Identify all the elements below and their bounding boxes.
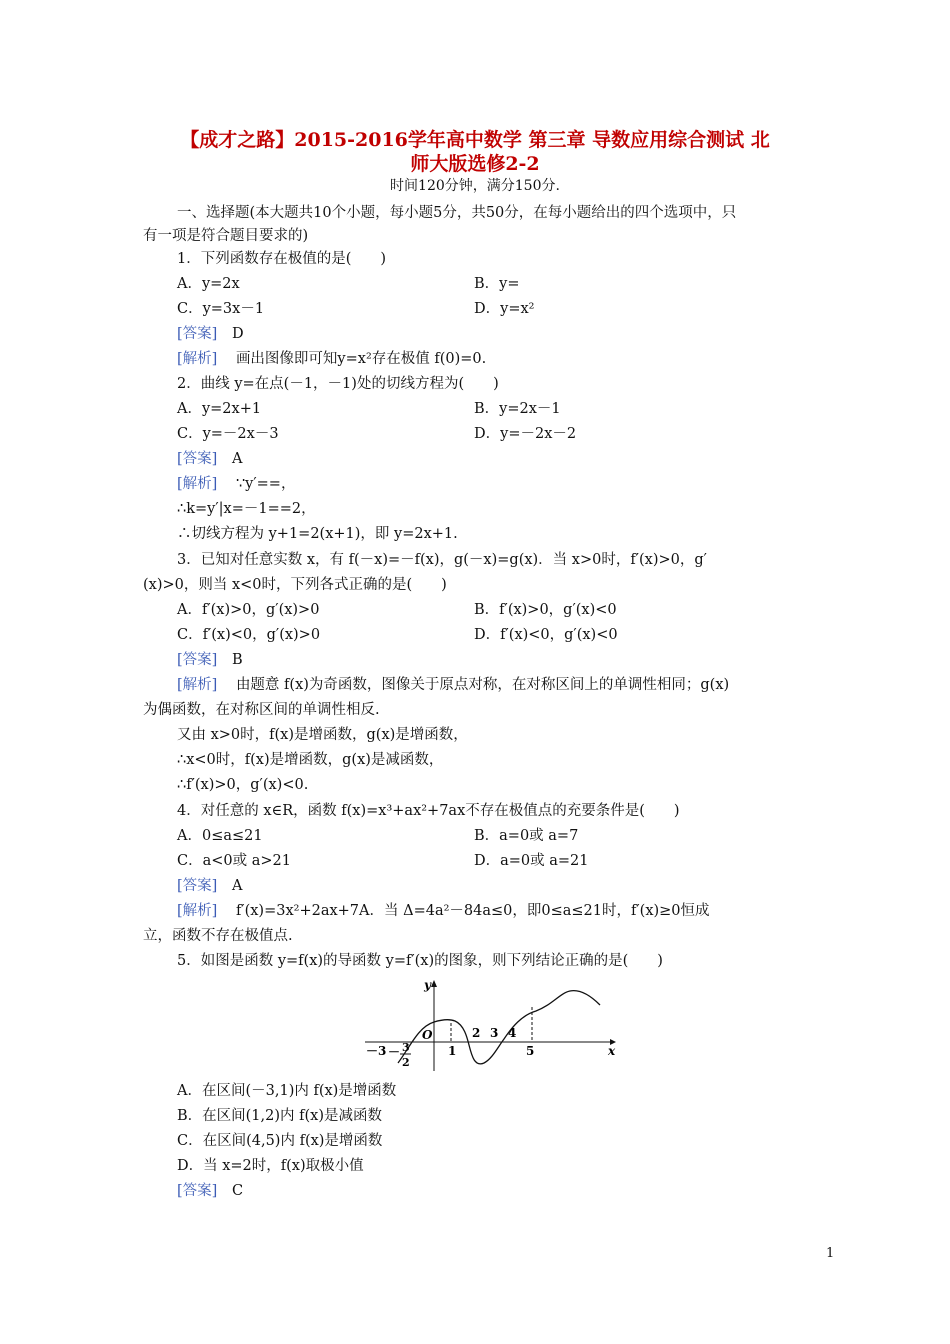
analysis-text: ∵y′==，	[235, 476, 296, 492]
q2-analysis-row	[177, 475, 295, 493]
analysis-text: f′(x)=3x²+2ax+7A．当 Δ=4a²－84a≤0，即0≤a≤21时，f′(x)≥0恒成	[235, 903, 710, 919]
q2-solution-line2: ∴切线方程为 y+1=2(x+1)，即 y=2x+1.	[177, 526, 458, 542]
answer-tag: [答案]	[177, 326, 218, 342]
q2-option-b: B．y=2x－1	[474, 401, 561, 417]
section-intro-line2: 有一项是符合题目要求的)	[143, 228, 309, 244]
title-line-2: 师大版选修2-2	[410, 153, 540, 175]
tick-label-frac-den: 2	[402, 1056, 410, 1069]
answer-tag: [答案]	[177, 451, 218, 467]
q4-stem: 4．对任意的 x∈R，函数 f(x)=x³+ax²+7ax不存在极值点的充要条件是( )	[177, 803, 680, 819]
tick-label-neg3: －3	[366, 1044, 387, 1058]
page-number: 1	[826, 1246, 835, 1261]
answer-value: D	[231, 326, 244, 342]
q1-option-b: B．y=	[474, 276, 520, 292]
q4-analysis-line2: 立，函数不存在极值点.	[143, 928, 293, 944]
answer-value: A	[231, 451, 243, 467]
y-axis-arrow	[431, 980, 437, 987]
section-intro-line1: 一、选择题(本大题共10个小题，每小题5分，共50分，在每小题给出的四个选项中，只	[177, 205, 737, 221]
exam-subtitle: 时间120分钟，满分150分.	[390, 178, 560, 194]
answer-value: A	[231, 878, 243, 894]
q1-option-d: D．y=x²	[474, 301, 535, 317]
analysis-text: 画出图像即可知y=x²存在极值 f(0)=0.	[235, 351, 487, 367]
analysis-tag: [解析]	[177, 677, 218, 693]
q3-analysis-line2: 为偶函数，在对称区间的单调性相反.	[143, 702, 380, 718]
answer-tag: [答案]	[177, 652, 218, 668]
q4-option-c: C．a<0或 a>21	[177, 853, 291, 869]
q2-option-a: A．y=2x+1	[177, 401, 262, 417]
q1-option-a: A．y=2x	[177, 276, 240, 292]
tick-label-3: 3	[490, 1026, 499, 1040]
q3-option-c: C．f′(x)<0，g′(x)>0	[177, 627, 321, 643]
q5-option-b: B．在区间(1,2)内 f(x)是减函数	[177, 1108, 382, 1124]
q1-answer-row	[177, 325, 244, 343]
q4-answer-row	[177, 877, 242, 895]
q3-solution-line5: ∴f′(x)>0，g′(x)<0.	[177, 777, 309, 793]
answer-tag: [答案]	[177, 1183, 218, 1199]
tick-label-frac-num: 3	[402, 1041, 410, 1054]
q3-answer-row	[177, 651, 243, 669]
q1-stem: 1．下列函数存在极值的是( )	[177, 251, 387, 267]
answer-value: C	[231, 1183, 244, 1199]
q4-analysis-row	[177, 902, 710, 920]
q3-option-b: B．f′(x)>0，g′(x)<0	[474, 602, 617, 618]
q4-option-b: B．a=0或 a=7	[474, 828, 579, 844]
q1-option-c: C．y=3x－1	[177, 301, 265, 317]
q3-option-d: D．f′(x)<0，g′(x)<0	[474, 627, 618, 643]
q3-analysis-row	[177, 676, 729, 694]
q4-option-a: A．0≤a≤21	[177, 828, 263, 844]
tick-label-1: 1	[448, 1044, 457, 1058]
origin-label: O	[422, 1028, 433, 1042]
q3-solution-line3: 又由 x>0时，f(x)是增函数，g(x)是增函数，	[177, 727, 468, 743]
q3-solution-line4: ∴x<0时，f(x)是增函数，g(x)是减函数，	[177, 752, 444, 768]
q3-option-a: A．f′(x)>0，g′(x)>0	[177, 602, 320, 618]
answer-value: B	[231, 652, 243, 668]
q2-option-d: D．y=－2x－2	[474, 426, 577, 442]
document-title	[140, 128, 810, 176]
answer-tag: [答案]	[177, 878, 218, 894]
q5-option-d: D．当 x=2时，f(x)取极小值	[177, 1158, 364, 1174]
q5-answer-row	[177, 1182, 243, 1200]
q4-option-d: D．a=0或 a=21	[474, 853, 589, 869]
q5-stem: 5．如图是函数 y=f(x)的导函数 y=f′(x)的图象，则下列结论正确的是( )	[177, 953, 663, 969]
q2-answer-row	[177, 450, 242, 468]
q2-stem: 2．曲线 y=在点(－1，－1)处的切线方程为( )	[177, 376, 499, 392]
title-line-1: 【成才之路】2015-2016学年高中数学 第三章 导数应用综合测试 北	[180, 129, 770, 151]
analysis-tag: [解析]	[177, 903, 218, 919]
q2-solution-line1: ∴k=y′|x=－1==2，	[177, 501, 316, 517]
q3-stem-line1: 3．已知对任意实数 x，有 f(－x)=－f(x)，g(－x)=g(x)．当 x>0时，f′(x)>0，g′	[177, 552, 707, 568]
derivative-graph	[360, 975, 620, 1075]
analysis-tag: [解析]	[177, 351, 218, 367]
q5-option-c: C．在区间(4,5)内 f(x)是增函数	[177, 1133, 383, 1149]
tick-label-2: 2	[472, 1026, 481, 1040]
analysis-text: 由题意 f(x)为奇函数，图像关于原点对称，在对称区间上的单调性相同；g(x)	[235, 677, 730, 693]
x-axis-label: x	[608, 1044, 616, 1058]
analysis-tag: [解析]	[177, 476, 218, 492]
q5-option-a: A．在区间(－3,1)内 f(x)是增函数	[177, 1083, 397, 1099]
q2-option-c: C．y=－2x－3	[177, 426, 279, 442]
tick-label-4: 4	[508, 1026, 517, 1040]
y-axis-label: y	[424, 978, 431, 992]
q3-stem-line2: (x)>0，则当 x<0时，下列各式正确的是( )	[143, 577, 447, 593]
q1-analysis-row	[177, 350, 486, 368]
tick-label-neg-frac-sign: －	[388, 1045, 401, 1059]
tick-label-5: 5	[526, 1044, 535, 1058]
